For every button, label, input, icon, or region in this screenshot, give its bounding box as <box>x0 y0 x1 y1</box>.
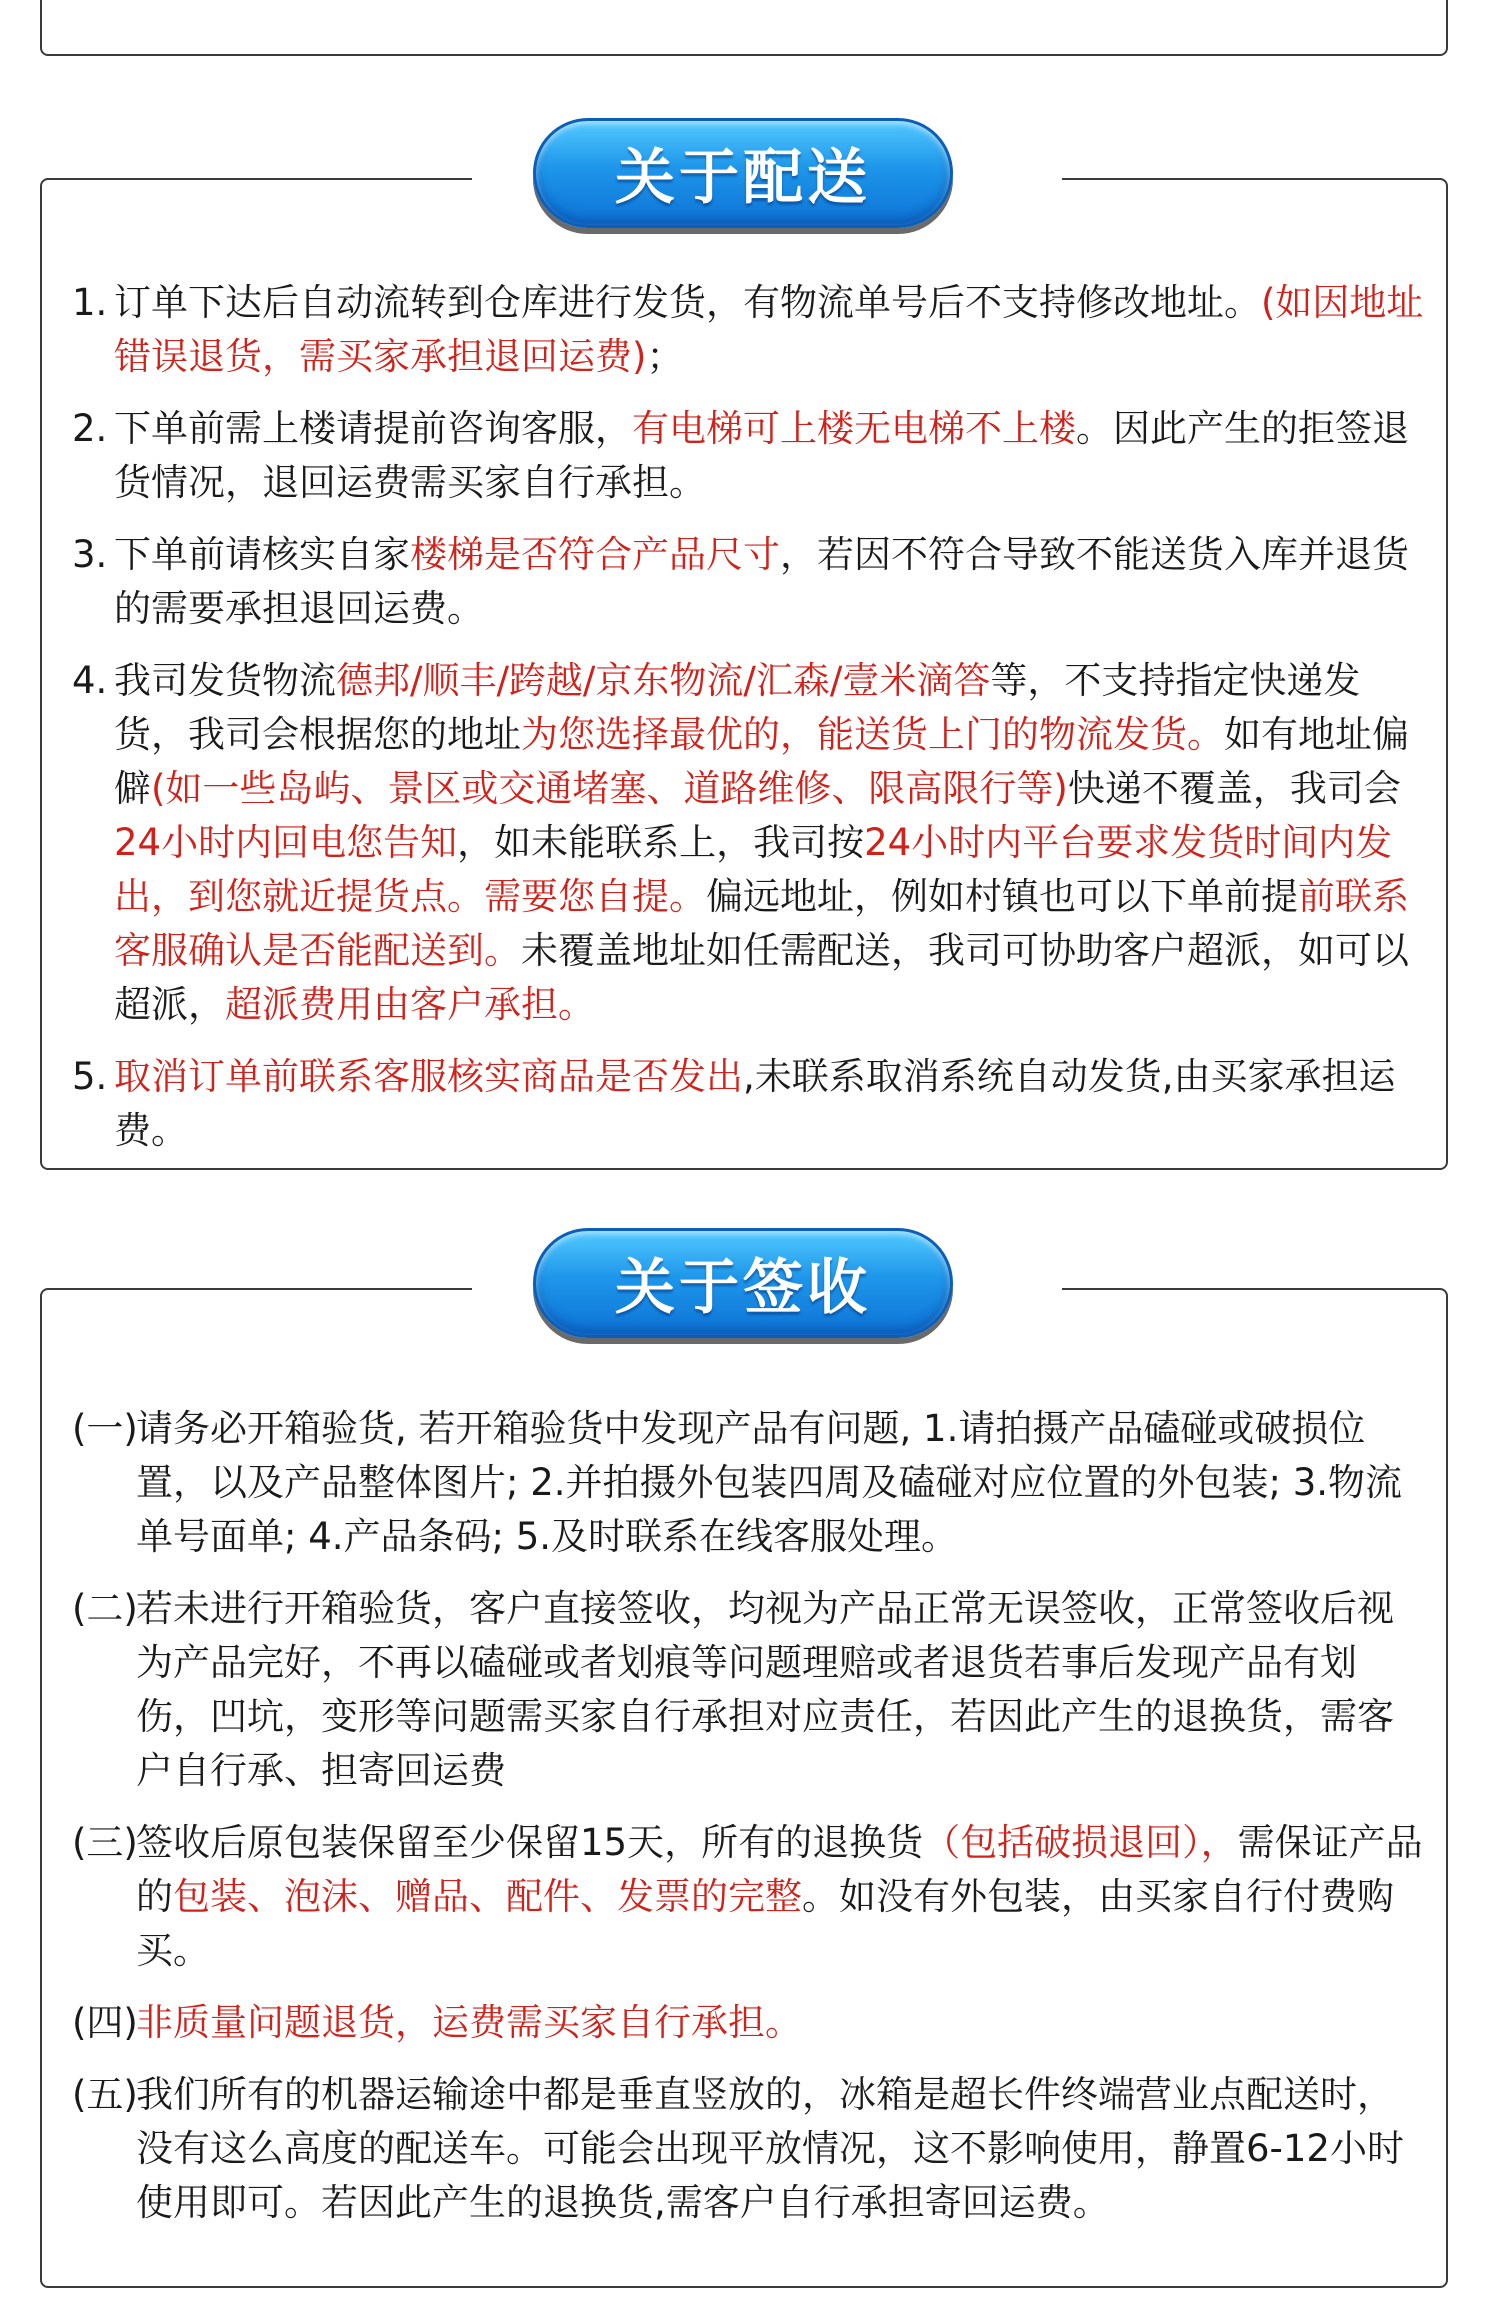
delivery-items-list <box>72 276 1428 1176</box>
item-number: (二) <box>72 1587 138 1630</box>
body-text: 请务必开箱验货, 若开箱验货中发现产品有问题, 1.请拍摄产品磕碰或破损位置，以及产品整体图片; 2.并拍摄外包装四周及磕碰对应位置的外包装; 3.物流单号面单; 4.产品条码; 5.及时联系在线客服处理。 <box>136 1407 1403 1558</box>
highlight-text: 为您选择最优的，能送货上门的物流发货。 <box>521 713 1224 756</box>
item-number: 3. <box>72 533 108 576</box>
body-text: 我们所有的机器运输途中都是垂直竖放的，冰箱是超长件终端营业点配送时，没有这么高度的配送车。可能会出现平放情况，这不影响使用，静置6-12小时使用即可。若因此产生的退换货,需客户自行承担寄回运费。 <box>136 2073 1404 2224</box>
delivery-item <box>72 1050 1428 1158</box>
body-text: 。如没有外包装，由买家自行付费购买。 <box>136 1875 1394 1972</box>
body-text: 等，不支持指定快递发货，我司会根据您的地址 <box>114 659 1361 756</box>
item-number: 4. <box>72 659 108 702</box>
body-text: 需保证产品的 <box>136 1821 1423 1918</box>
body-text: ； <box>646 335 684 378</box>
body-text: 下单前需上楼请提前咨询客服， <box>114 407 632 450</box>
highlight-text: 包装、泡沫、赠品、配件、发票的完整 <box>173 1875 802 1918</box>
body-text: ,未联系取消系统自动发货,由买家承担运费。 <box>114 1055 1396 1152</box>
body-text: ，若因不符合导致不能送货入库并退货的需要承担退回运费。 <box>114 533 1409 630</box>
highlight-text: 前联系客服确认是否能配送到。 <box>114 875 1409 972</box>
sign-section-title: 关于签收 <box>615 1253 871 1323</box>
item-number: (一) <box>72 1407 138 1450</box>
body-text: 偏远地址，例如村镇也可以下单前提 <box>706 875 1298 918</box>
highlight-text: 非质量问题退货，运费需买家自行承担。 <box>136 2001 802 2044</box>
delivery-item <box>72 654 1428 1032</box>
sign-section-header <box>533 1228 953 1338</box>
sign-item <box>72 1402 1428 1564</box>
body-text: 我司发货物流 <box>114 659 336 702</box>
item-number: 2. <box>72 407 108 450</box>
highlight-text: （包括破损退回）， <box>923 1821 1238 1864</box>
delivery-section-title: 关于配送 <box>615 143 871 213</box>
delivery-item <box>72 528 1428 636</box>
body-text: 如有地址偏僻 <box>114 713 1409 810</box>
item-number: (三) <box>72 1821 138 1864</box>
highlight-text: 楼梯是否符合产品尺寸 <box>410 533 780 576</box>
highlight-text: 超派费用由客户承担。 <box>225 983 595 1026</box>
highlight-text: (如一些岛屿、景区或交通堵塞、道路维修、限高限行等) <box>151 767 1068 810</box>
body-text: 。因此产生的拒签退货情况，退回运费需买家自行承担。 <box>114 407 1409 504</box>
body-text: 未覆盖地址如任需配送，我司可协助客户超派，如可以超派， <box>114 929 1409 1026</box>
item-number: 1. <box>72 281 108 324</box>
item-number: (五) <box>72 2073 138 2116</box>
body-text: 签收后原包装保留至少保留15天，所有的退换货 <box>136 1821 924 1864</box>
sign-item <box>72 2068 1428 2230</box>
body-text: 订单下达后自动流转到仓库进行发货，有物流单号后不支持修改地址。 <box>114 281 1261 324</box>
previous-section-box <box>40 0 1448 56</box>
highlight-text: (如因地址错误退货，需买家承担退回运费) <box>114 281 1424 378</box>
highlight-text: 24小时内回电您告知 <box>114 821 458 864</box>
body-text: 快递不覆盖，我司会 <box>1067 767 1401 810</box>
body-text: 下单前请核实自家 <box>114 533 410 576</box>
delivery-section-header <box>533 118 953 228</box>
highlight-text: 24小时内平台要求发货时间内发出，到您就近提货点。需要您自提。 <box>114 821 1393 918</box>
body-text: 若未进行开箱验货，客户直接签收，均视为产品正常无误签收，正常签收后视为产品完好，不再以磕碰或者划痕等问题理赔或者退货若事后发现产品有划伤，凹坑，变形等问题需买家自行承担对应责任，若因此产生的退换货，需客户自行承、担寄回运费 <box>136 1587 1394 1792</box>
item-number: (四) <box>72 2001 138 2044</box>
delivery-item <box>72 402 1428 510</box>
highlight-text: 有电梯可上楼无电梯不上楼 <box>632 407 1076 450</box>
sign-items-list <box>72 1402 1428 2248</box>
sign-item <box>72 1996 1428 2050</box>
delivery-item <box>72 276 1428 384</box>
highlight-text: 德邦/顺丰/跨越/京东物流/汇森/壹米滴答 <box>336 659 991 702</box>
sign-item <box>72 1582 1428 1798</box>
body-text: ，如未能联系上，我司按 <box>457 821 865 864</box>
highlight-text: 取消订单前联系客服核实商品是否发出 <box>114 1055 743 1098</box>
sign-item <box>72 1816 1428 1978</box>
item-number: 5. <box>72 1055 108 1098</box>
